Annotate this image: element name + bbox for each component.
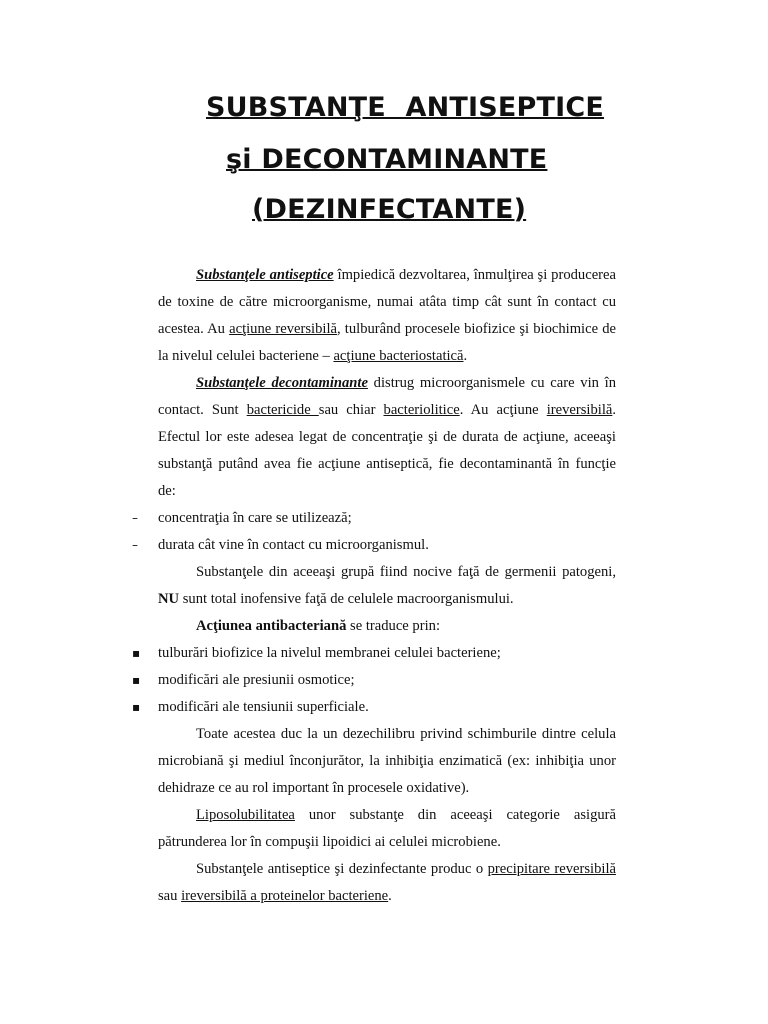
emphasis-nu: NU bbox=[158, 591, 180, 607]
term-bactericide: bactericide bbox=[246, 402, 319, 418]
term-actiune-reversibila: acţiune reversibilă bbox=[229, 321, 337, 337]
paragraph-dezechilibru: Toate acestea duc la un dezechilibru privind schimburile dintre celula microbiană şi mediul înconjurător, la inhibiţia enzimatică (ex: inhibiţia unor dehidraze ce au rol important în procesele oxidative). bbox=[158, 726, 616, 796]
text-span: . bbox=[463, 348, 468, 364]
bullet-marker: ▪ bbox=[132, 700, 141, 714]
text-span: Substanţele din aceeaşi grupă fiind nocive faţă de germenii patogeni, bbox=[196, 564, 616, 580]
term-decontaminante: Substanţele decontaminante bbox=[196, 375, 368, 391]
list-item bbox=[132, 667, 616, 694]
list-item bbox=[132, 640, 616, 667]
text-span: . Efectul lor este adesea legat de concentraţie şi de durata de acţiune, aceeaşi substanţă putând avea fie acţiune antiseptică, fie decontaminantă în funcţie de: bbox=[158, 402, 617, 499]
list-item-text: modificări ale presiunii osmotice; bbox=[158, 672, 355, 688]
text-span: . Au acţiune bbox=[459, 402, 547, 418]
bullet-marker: ▪ bbox=[132, 646, 141, 660]
text-span: distrug microorganismele cu care vin în contact. Sunt bbox=[158, 375, 616, 418]
text-span: sau bbox=[158, 888, 182, 904]
term-actiune-bacteriostatica: acţiune bacteriostatică bbox=[333, 348, 464, 364]
title-line-2: şi DECONTAMINANTE bbox=[226, 144, 548, 175]
list-item-text: tulburări biofizice la nivelul membranei celulei bacteriene; bbox=[158, 645, 501, 661]
term-liposolubilitatea: Liposolubilitatea bbox=[196, 807, 295, 823]
bullet-marker: ▪ bbox=[132, 673, 141, 687]
text-span: Substanţele antiseptice şi dezinfectante produc o bbox=[196, 861, 488, 877]
text-span: împiedică dezvoltarea, înmulţirea şi producerea de toxine de către microorganisme, numai atâta timp cât sunt în contact cu acestea. Au bbox=[158, 267, 616, 337]
list-item-text: modificări ale tensiunii superficiale. bbox=[158, 699, 369, 715]
text-span: unor substanţe din aceeaşi categorie asigură pătrunderea lor în compuşii lipoidici ai celulei microbiene. bbox=[158, 807, 616, 850]
term-precipitare-reversibila: precipitare reversibilă bbox=[487, 861, 616, 877]
dash-marker: – bbox=[132, 511, 138, 525]
paragraph-nocive bbox=[158, 559, 616, 613]
paragraph-precipitare bbox=[158, 856, 616, 910]
text-span: sau chiar bbox=[318, 402, 384, 418]
paragraph-actiunea-antibacteriana bbox=[158, 613, 616, 640]
paragraph-antiseptice bbox=[158, 262, 616, 370]
title-line-1: SUBSTANŢE ANTISEPTICE bbox=[206, 92, 605, 123]
bullet-list bbox=[132, 640, 616, 721]
text-span: , tulburând procesele biofizice şi biochimice de la nivelul celulei bacteriene – bbox=[158, 321, 616, 364]
text-span: sunt total inofensive faţă de celulele macroorganismului. bbox=[179, 591, 514, 607]
list-item bbox=[132, 532, 616, 559]
term-actiunea-antibacteriana: Acţiunea antibacteriană bbox=[196, 618, 347, 634]
list-item bbox=[132, 694, 616, 721]
text-span: . bbox=[388, 888, 392, 904]
title-line-3: (DEZINFECTANTE) bbox=[252, 194, 527, 225]
paragraph-decontaminante bbox=[158, 370, 616, 505]
term-ireversibila: ireversibilă bbox=[546, 402, 613, 418]
dash-list bbox=[132, 505, 616, 559]
dash-marker: – bbox=[132, 538, 138, 552]
term-bacteriolitice: bacteriolitice bbox=[383, 402, 460, 418]
list-item-text: concentraţia în care se utilizează; bbox=[158, 510, 352, 526]
paragraph-liposolubilitate bbox=[158, 802, 616, 856]
document-body bbox=[132, 262, 617, 910]
term-ireversibila-proteinelor: ireversibilă a proteinelor bacteriene bbox=[181, 888, 389, 904]
term-antiseptice: Substanţele antiseptice bbox=[196, 267, 334, 283]
text-span: se traduce prin: bbox=[346, 618, 440, 634]
list-item bbox=[132, 505, 616, 532]
list-item-text: durata cât vine în contact cu microorganismul. bbox=[158, 537, 429, 553]
